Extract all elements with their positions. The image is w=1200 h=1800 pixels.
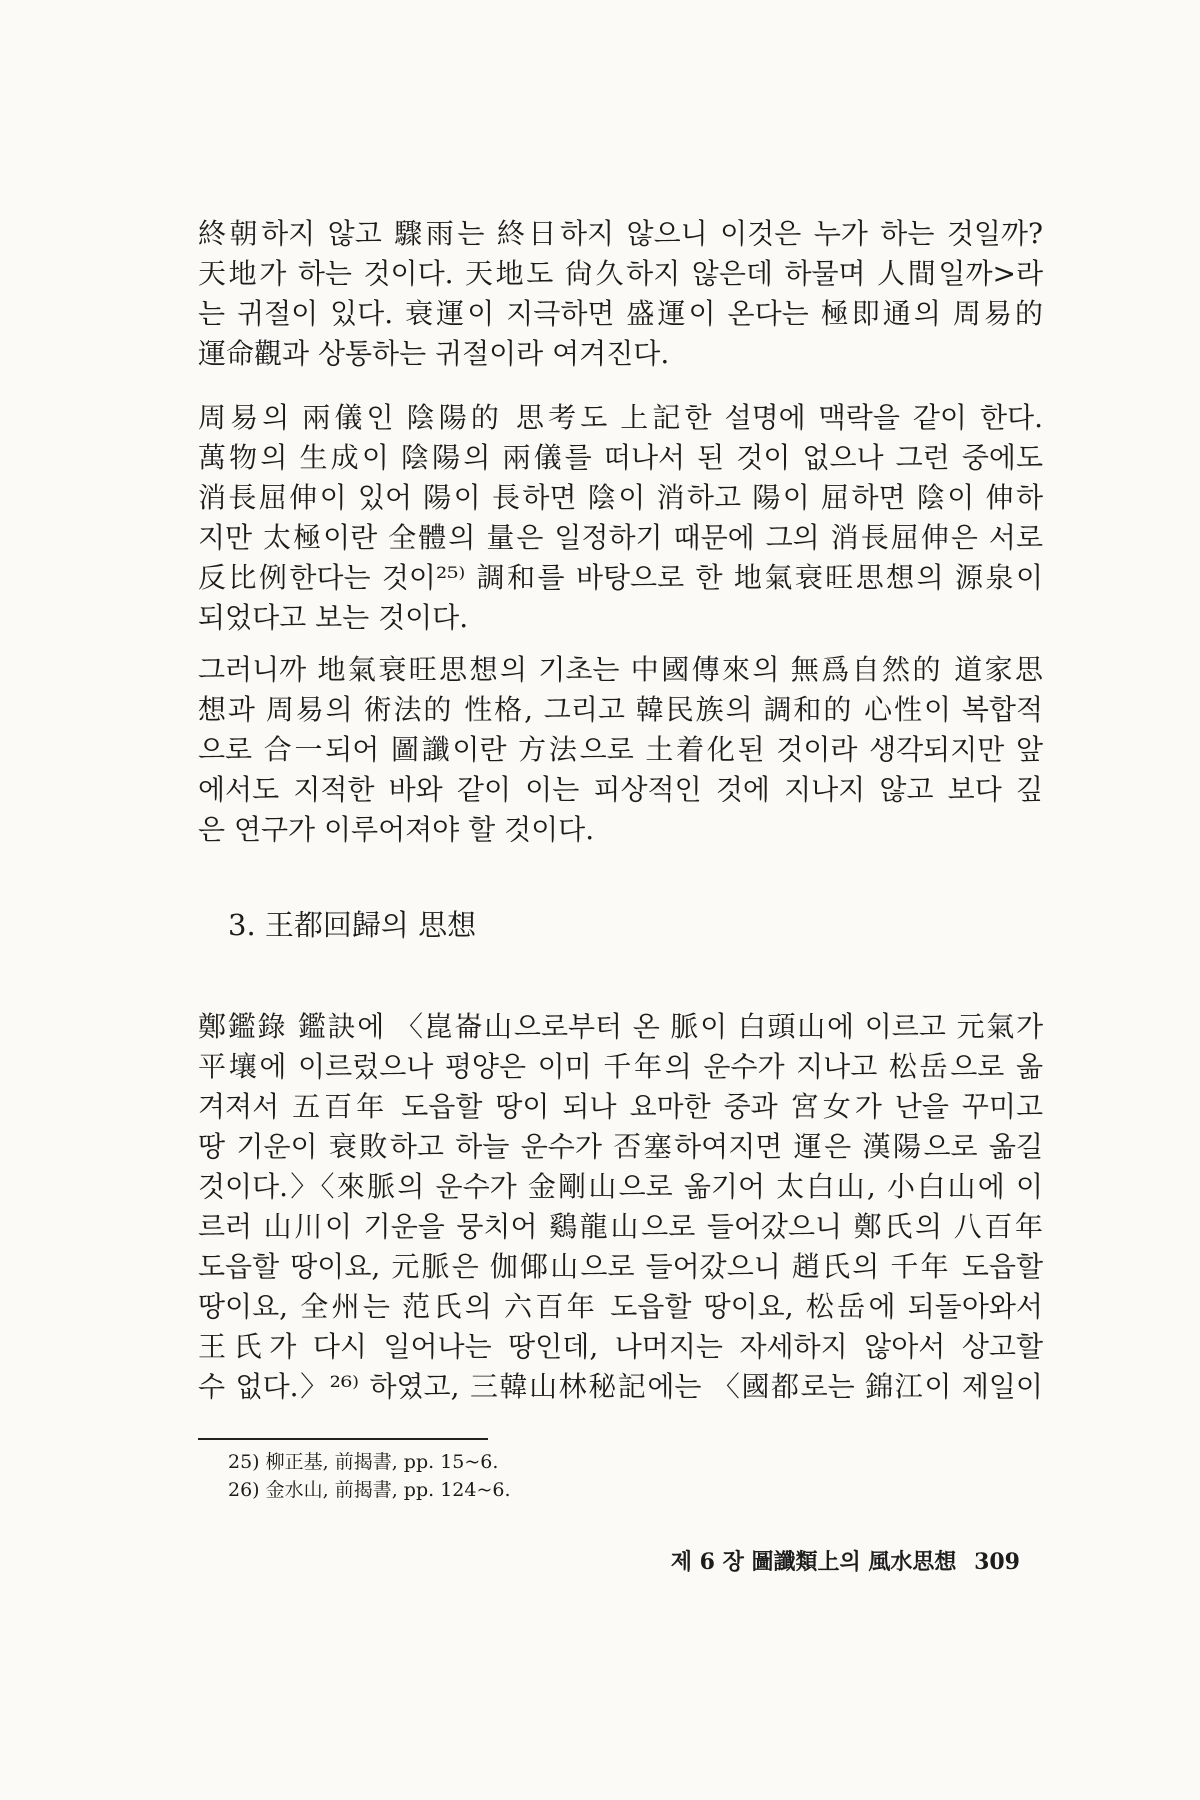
text-line: 鄭鑑錄 鑑訣에 〈崑崙山으로부터 온 脈이 白頭山에 이르고 元氣가 (198, 1010, 1043, 1043)
text-line: 는 귀절이 있다. 衰運이 지극하면 盛運이 온다는 極即通의 周易的 (198, 297, 1043, 330)
paragraph-3 (198, 650, 1043, 850)
text-line: 지만 太極이란 全體의 量은 일정하기 때문에 그의 消長屈伸은 서로 (198, 521, 1043, 554)
text-line: 消長屈伸이 있어 陽이 長하면 陰이 消하고 陽이 屈하면 陰이 伸하 (198, 481, 1043, 514)
running-footer (600, 1547, 1020, 1577)
text-line: 으로 合一되어 圖讖이란 方法으로 土着化된 것이라 생각되지만 앞 (198, 733, 1043, 766)
text-line: 겨져서 五百年 도읍할 땅이 되나 요마한 중과 宮女가 난을 꾸미고 (198, 1090, 1043, 1123)
text-line: 땅이요, 全州는 范氏의 六百年 도읍할 땅이요, 松岳에 되돌아와서 (198, 1290, 1043, 1323)
text-line: 反比例한다는 것이²⁵⁾ 調和를 바탕으로 한 地氣衰旺思想의 源泉이 (198, 561, 1043, 594)
text-line: 周易의 兩儀인 陰陽的 思考도 上記한 설명에 맥락을 같이 한다. (198, 401, 1043, 434)
footnote-divider (198, 1438, 488, 1440)
text-line: 땅 기운이 衰敗하고 하늘 운수가 否塞하여지면 運은 漢陽으로 옮길 (198, 1130, 1043, 1163)
text-line: 되었다고 보는 것이다. (198, 601, 469, 634)
text-line: 에서도 지적한 바와 같이 이는 피상적인 것에 지나지 않고 보다 깊 (198, 773, 1043, 806)
text-line: 王氏가 다시 일어나는 땅인데, 나머지는 자세하지 않아서 상고할 (198, 1330, 1043, 1363)
text-line: 平壤에 이르렀으나 평양은 이미 千年의 운수가 지나고 松岳으로 옮 (198, 1050, 1043, 1083)
paragraph-2 (198, 398, 1043, 638)
footnote-25: 25) 柳正基, 前揭書, pp. 15~6. (228, 1451, 499, 1473)
page-number: 309 (974, 1549, 1020, 1575)
footnote-26: 26) 金水山, 前揭書, pp. 124~6. (228, 1479, 511, 1501)
text-line: 르러 山川이 기운을 뭉치어 鷄龍山으로 들어갔으니 鄭氏의 八百年 (198, 1210, 1043, 1243)
section-heading: 3. 王都回歸의 思想 (228, 908, 477, 942)
paragraph-4 (198, 1007, 1043, 1407)
text-line: 도읍할 땅이요, 元脈은 伽倻山으로 들어갔으니 趙氏의 千年 도읍할 (198, 1250, 1043, 1283)
text-line: 것이다.〉〈來脈의 운수가 金剛山으로 옮기어 太白山, 小白山에 이 (198, 1170, 1043, 1203)
text-line: 은 연구가 이루어져야 할 것이다. (198, 813, 595, 846)
text-line: 運命觀과 상통하는 귀절이라 여겨진다. (198, 337, 670, 370)
chapter-title: 제 6 장 圖讖類上의 風水思想 (670, 1549, 957, 1575)
text-line: 그러니까 地氣衰旺思想의 기초는 中國傳來의 無爲自然的 道家思 (198, 653, 1043, 686)
paragraph-1 (198, 214, 1043, 374)
text-line: 終朝하지 않고 驟雨는 終日하지 않으니 이것은 누가 하는 것일까? (198, 217, 1043, 250)
text-line: 수 없다.〉²⁶⁾ 하였고, 三韓山林秘記에는 〈國都로는 錦江이 제일이 (198, 1370, 1043, 1403)
text-line: 天地가 하는 것이다. 天地도 尙久하지 않은데 하물며 人間일까>라 (198, 257, 1043, 290)
text-line: 萬物의 生成이 陰陽의 兩儀를 떠나서 된 것이 없으나 그런 중에도 (198, 441, 1043, 474)
text-line: 想과 周易의 術法的 性格, 그리고 韓民族의 調和的 心性이 복합적 (198, 693, 1043, 726)
